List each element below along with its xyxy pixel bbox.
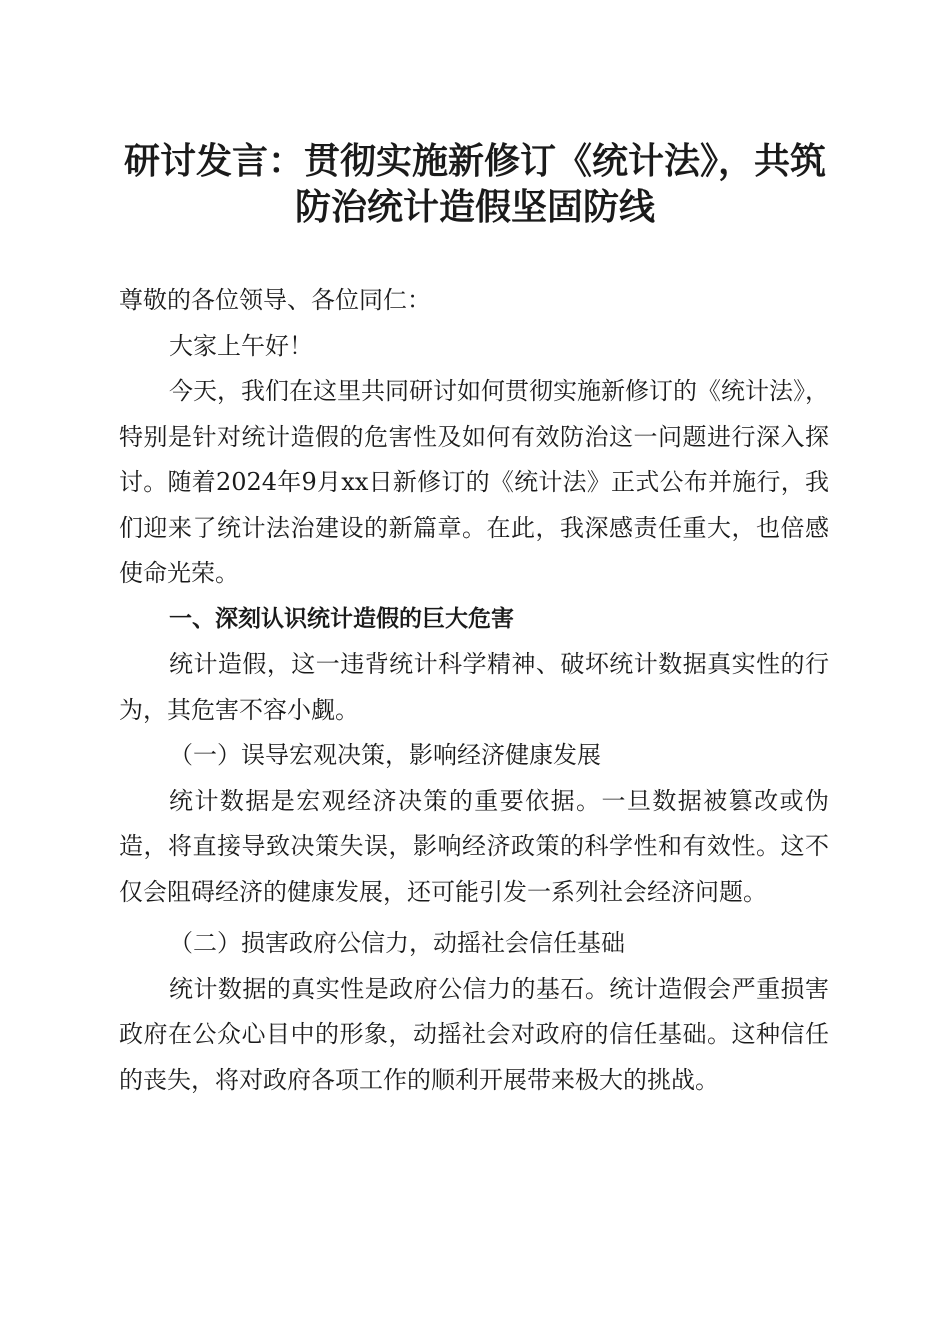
salutation: 尊敬的各位领导、各位同仁： [119, 286, 431, 314]
title-line-1: 研讨发言：贯彻实施新修订《统计法》，共筑 [123, 140, 826, 182]
document-body [119, 278, 829, 1103]
subsection-1-heading: （一）误导宏观决策，影响经济健康发展 [169, 741, 601, 769]
subsection-2-paragraph: 统计数据的真实性是政府公信力的基石。统计造假会严重损害政府在公众心目中的形象，动摇社会对政府的信任基础。这种信任的丧失，将对政府各项工作的顺利开展带来极大的挑战。 [119, 974, 829, 1094]
intro-paragraph: 今天，我们在这里共同研讨如何贯彻实施新修订的《统计法》，特别是针对统计造假的危害性及如何有效防治这一问题进行深入探讨。随着2024年9月xx日新修订的《统计法》正式公布并施行，我们迎来了统计法治建设的新篇章。在此，我深感责任重大，也倍感使命光荣。 [119, 377, 829, 587]
section-1-heading: 一、深刻认识统计造假的巨大危害 [169, 605, 514, 632]
greeting: 大家上午好！ [169, 331, 313, 360]
section-1-intro: 统计造假，这一违背统计科学精神、破坏统计数据真实性的行为，其危害不容小觑。 [119, 650, 829, 724]
title-line-2: 防治统计造假坚固防线 [294, 186, 655, 228]
subsection-1-paragraph: 统计数据是宏观经济决策的重要依据。一旦数据被篡改或伪造，将直接导致决策失误，影响经济政策的科学性和有效性。这不仅会阻碍经济的健康发展，还可能引发一系列社会经济问题。 [119, 786, 829, 906]
document-title [100, 138, 850, 230]
subsection-2-heading: （二）损害政府公信力，动摇社会信任基础 [169, 929, 625, 957]
